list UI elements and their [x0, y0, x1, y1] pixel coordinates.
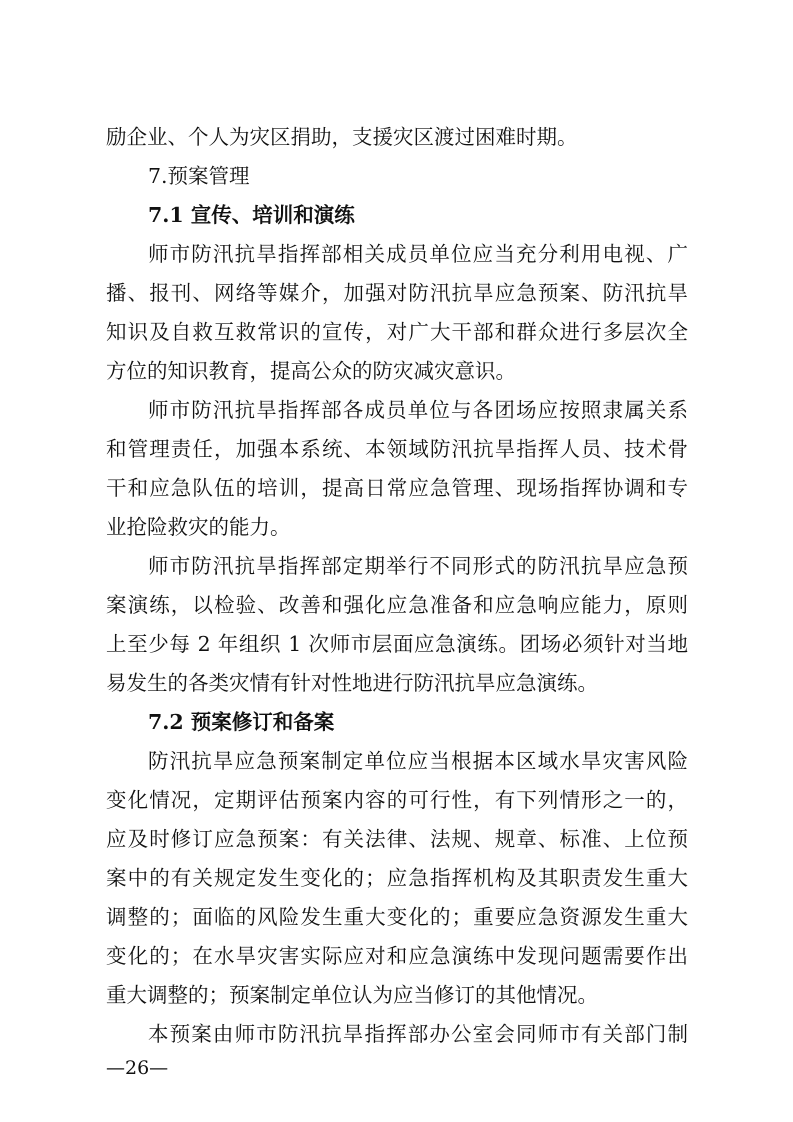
paragraph-continuation-line: 励企业、个人为灾区捐助，支援灾区渡过困难时期。 [106, 125, 578, 149]
subsection-heading-7-1: 7.1 宣传、培训和演练 [148, 203, 355, 227]
paragraph-line: 师市防汛抗旱指挥部定期举行不同形式的防汛抗旱应急预 [148, 554, 688, 578]
paragraph-line: 案中的有关规定发生变化的；应急指挥机构及其职责发生重大 [106, 866, 688, 890]
paragraph-line: 应及时修订应急预案：有关法律、法规、规章、标准、上位预 [106, 827, 688, 851]
paragraph-line: 师市防汛抗旱指挥部相关成员单位应当充分利用电视、广 [148, 242, 688, 266]
paragraph-line: 干和应急队伍的培训，提高日常应急管理、现场指挥协调和专 [106, 476, 688, 500]
section-heading-7: 7.预案管理 [148, 164, 250, 188]
paragraph-line: 上至少每 2 年组织 1 次师市层面应急演练。团场必须针对当地 [106, 632, 688, 656]
paragraph-line: 防汛抗旱应急预案制定单位应当根据本区域水旱灾害风险 [148, 749, 688, 773]
paragraph-line: 易发生的各类灾情有针对性地进行防汛抗旱应急演练。 [106, 671, 598, 695]
paragraph-line: 业抢险救灾的能力。 [106, 515, 291, 539]
paragraph-line: 方位的知识教育，提高公众的防灾减灾意识。 [106, 359, 516, 383]
paragraph-line: 和管理责任，加强本系统、本领域防汛抗旱指挥人员、技术骨 [106, 437, 688, 461]
paragraph-line: 师市防汛抗旱指挥部各成员单位与各团场应按照隶属关系 [148, 398, 688, 422]
paragraph-line: 知识及自救互救常识的宣传，对广大干部和群众进行多层次全 [106, 320, 688, 344]
paragraph-line: 重大调整的；预案制定单位认为应当修订的其他情况。 [106, 983, 598, 1007]
paragraph-line: 调整的；面临的风险发生重大变化的；重要应急资源发生重大 [106, 905, 688, 929]
page-number: —26— [106, 1057, 169, 1079]
paragraph-line: 案演练，以检验、改善和强化应急准备和应急响应能力，原则 [106, 593, 688, 617]
subsection-heading-7-2: 7.2 预案修订和备案 [148, 710, 335, 734]
paragraph-line: 变化情况，定期评估预案内容的可行性，有下列情形之一的， [106, 788, 688, 812]
paragraph-line: 播、报刊、网络等媒介，加强对防汛抗旱应急预案、防汛抗旱 [106, 281, 688, 305]
paragraph-line: 变化的；在水旱灾害实际应对和应急演练中发现问题需要作出 [106, 944, 688, 968]
paragraph-line: 本预案由师市防汛抗旱指挥部办公室会同师市有关部门制 [148, 1022, 688, 1046]
